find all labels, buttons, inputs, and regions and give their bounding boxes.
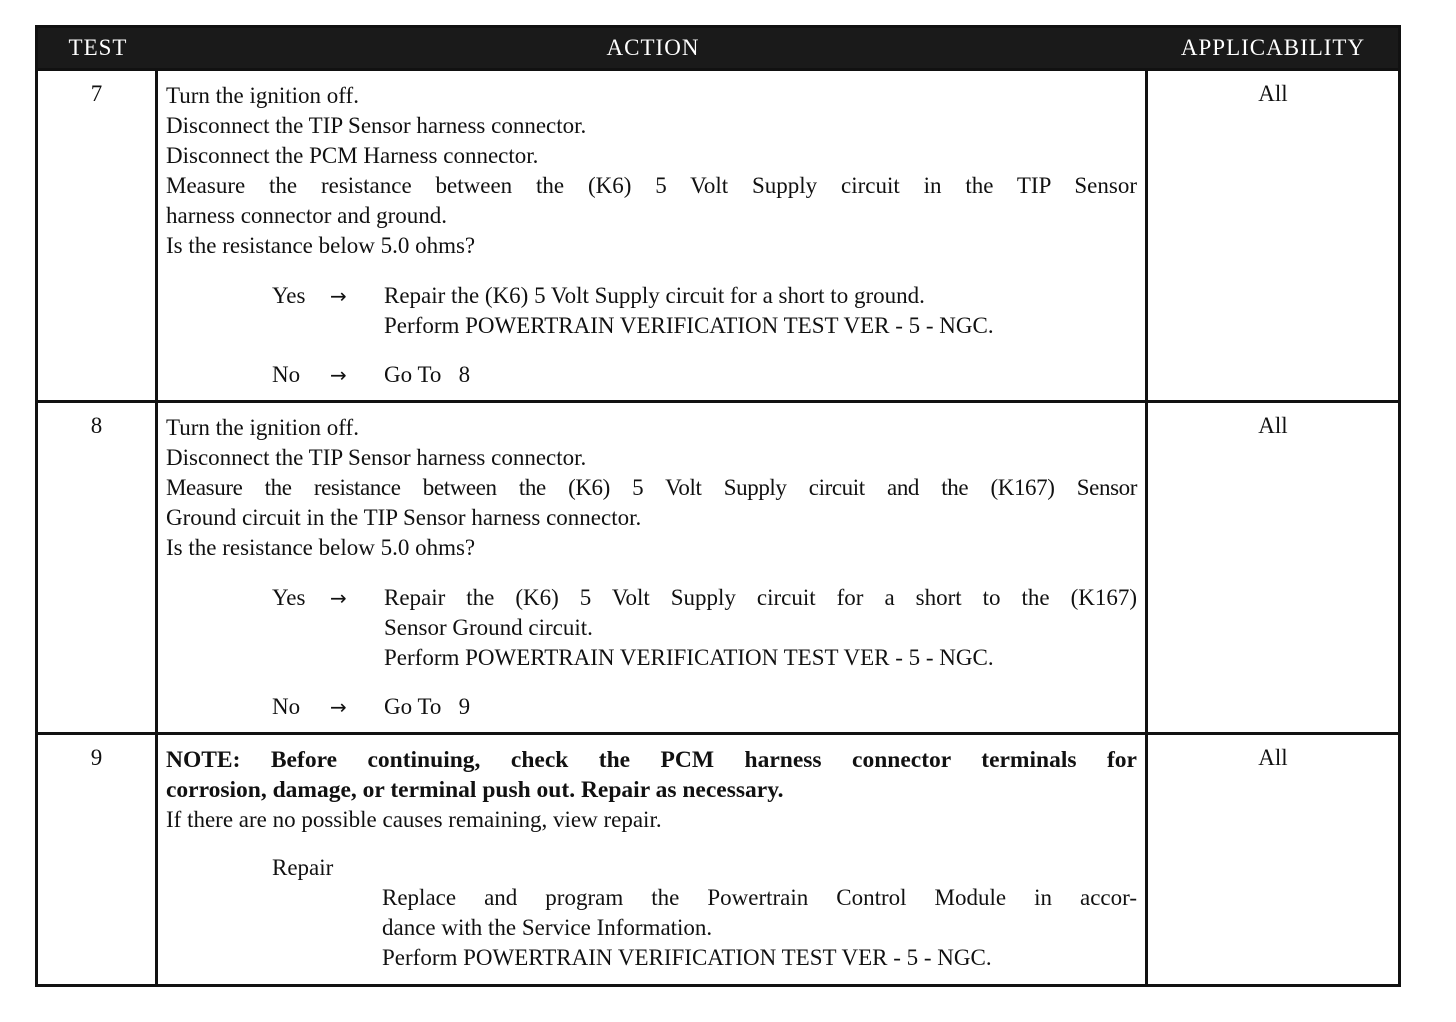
right-arrow-icon: →: [330, 284, 347, 308]
header-action: ACTION: [606, 35, 700, 60]
test-number: 7: [38, 71, 158, 400]
applicability-cell: All: [1258, 413, 1288, 438]
no-answer: [272, 360, 1137, 390]
goto-text: Go To 8: [384, 362, 471, 387]
table-row: [38, 400, 1398, 732]
no-label: No: [272, 694, 301, 719]
step-text: Disconnect the TIP Sensor harness connector.: [166, 113, 587, 138]
yes-label: Yes: [272, 585, 306, 610]
yes-answer: [272, 281, 1137, 341]
note-text: NOTE: Before continuing, check the PCM harness connector terminals for: [166, 747, 1137, 773]
header-test: TEST: [68, 35, 128, 60]
result-line: Sensor Ground circuit.: [384, 615, 593, 640]
step-text: Measure the resistance between the (K6) 5 Volt Supply circuit and the (K167) Sensor: [166, 475, 1137, 500]
table-header: [38, 28, 1398, 68]
result-line: Repair the (K6) 5 Volt Supply circuit for a short to the (K167): [384, 585, 1137, 610]
goto-text: Go To 9: [384, 694, 471, 719]
applicability-cell: All: [1258, 81, 1288, 106]
result-line: Repair the (K6) 5 Volt Supply circuit for a short to ground.: [384, 283, 925, 308]
no-result: [384, 360, 1137, 390]
step-text: Is the resistance below 5.0 ohms?: [166, 233, 476, 258]
table-row: [38, 68, 1398, 400]
result-line: Perform POWERTRAIN VERIFICATION TEST VER - 5 - NGC.: [384, 645, 994, 670]
applicability-cell: All: [1258, 745, 1288, 770]
step-text: Is the resistance below 5.0 ohms?: [166, 535, 476, 560]
step-text: If there are no possible causes remaining, view repair.: [166, 807, 662, 832]
step-text: Disconnect the PCM Harness connector.: [166, 143, 539, 168]
action-cell: [158, 71, 1148, 400]
yes-answer: [272, 583, 1137, 673]
step-text: Turn the ignition off.: [166, 415, 359, 440]
result-line: dance with the Service Information.: [382, 915, 713, 940]
repair-result: [382, 883, 1137, 973]
no-label: No: [272, 362, 301, 387]
yes-result: [384, 583, 1137, 673]
no-result: [384, 692, 1137, 722]
step-text: Ground circuit in the TIP Sensor harness connector.: [166, 505, 642, 530]
action-cell: [158, 403, 1148, 732]
header-applicability: APPLICABILITY: [1180, 35, 1366, 60]
right-arrow-icon: →: [330, 695, 347, 719]
test-number: 9: [38, 735, 158, 984]
step-text: harness connector and ground.: [166, 203, 448, 228]
diagnostic-table: [35, 25, 1401, 987]
no-answer: [272, 692, 1137, 722]
yes-result: [384, 281, 1137, 341]
right-arrow-icon: →: [330, 586, 347, 610]
note-text: corrosion, damage, or terminal push out. Repair as necessary.: [166, 777, 784, 803]
step-text: Turn the ignition off.: [166, 83, 359, 108]
result-line: Perform POWERTRAIN VERIFICATION TEST VER - 5 - NGC.: [382, 945, 992, 970]
step-text: Disconnect the TIP Sensor harness connector.: [166, 445, 587, 470]
step-text: Measure the resistance between the (K6) 5 Volt Supply circuit in the TIP Sensor: [166, 173, 1137, 198]
repair-label: Repair: [272, 855, 334, 880]
right-arrow-icon: →: [330, 363, 347, 387]
test-number: 8: [38, 403, 158, 732]
yes-label: Yes: [272, 283, 306, 308]
result-line: Replace and program the Powertrain Control Module in accor-: [382, 885, 1137, 910]
table-row: [38, 732, 1398, 984]
result-line: Perform POWERTRAIN VERIFICATION TEST VER - 5 - NGC.: [384, 313, 994, 338]
action-cell: [158, 735, 1148, 984]
